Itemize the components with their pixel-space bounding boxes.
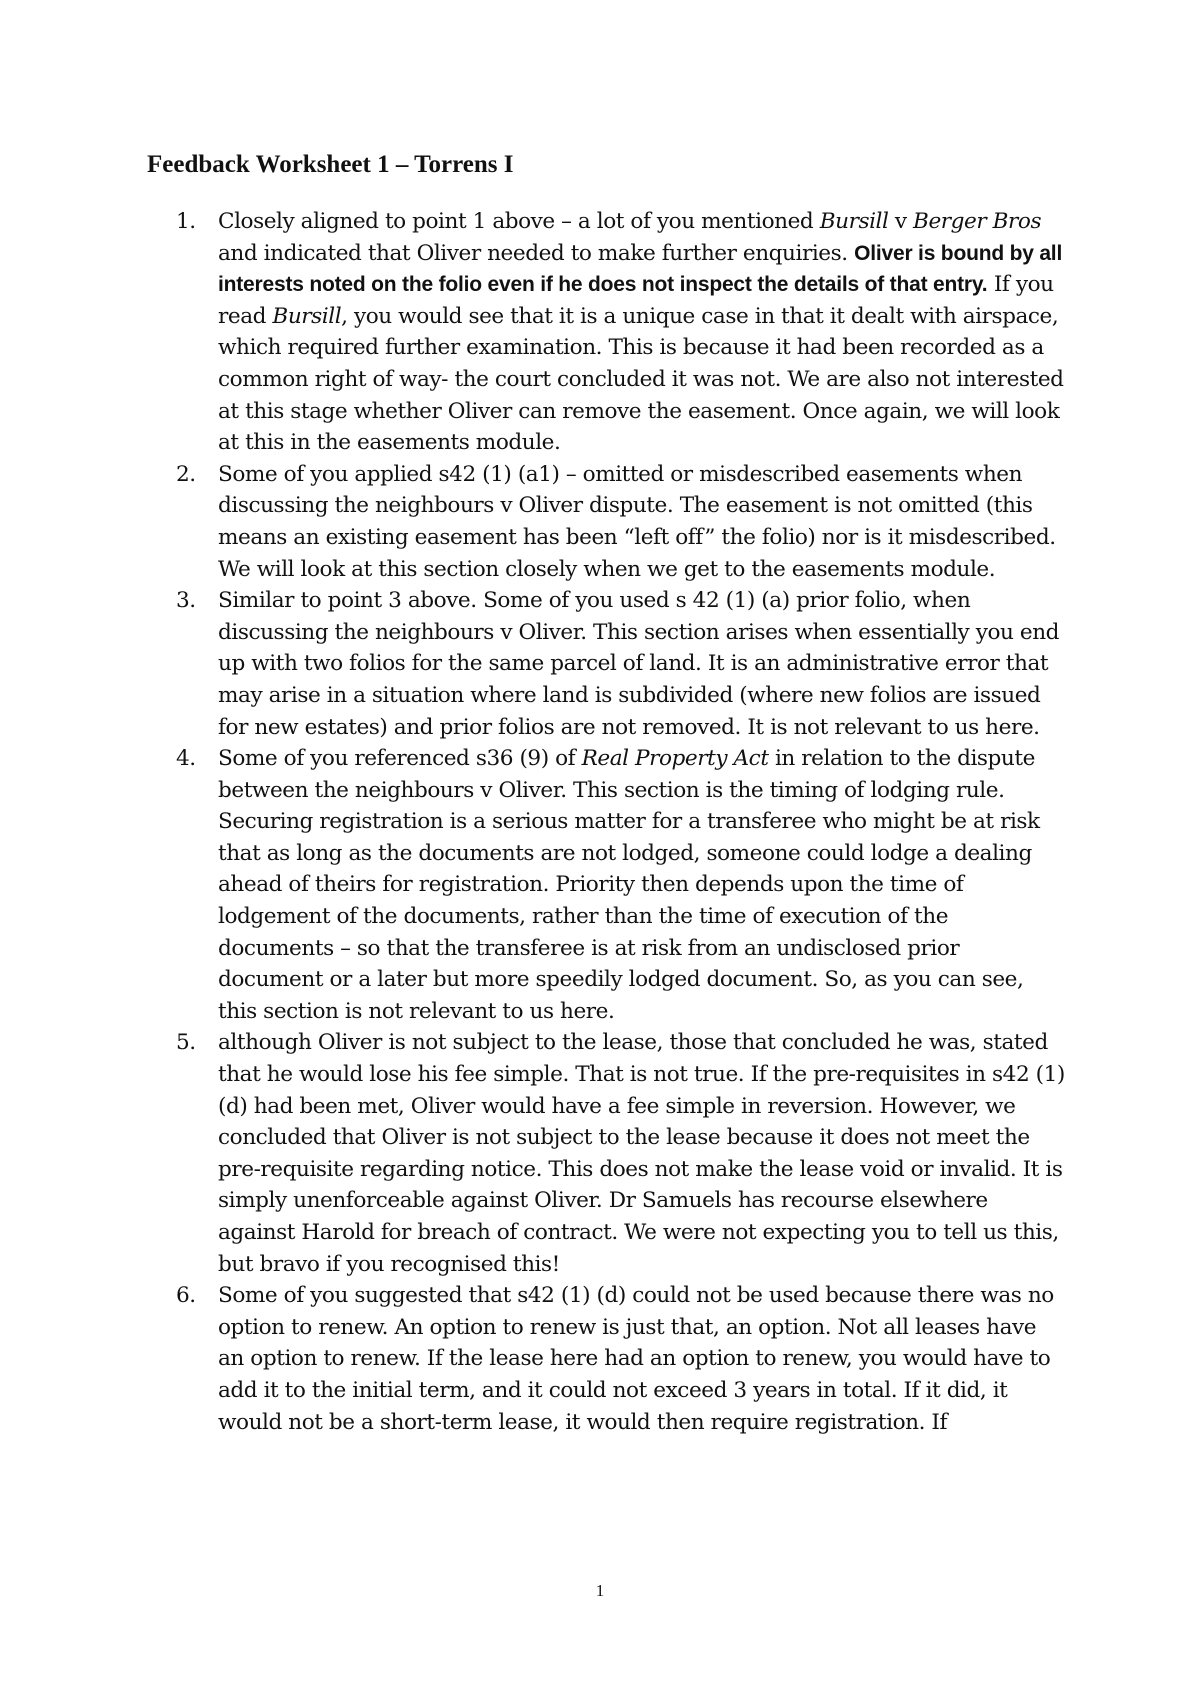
item-number: 1. bbox=[176, 209, 196, 234]
item-number: 6. bbox=[176, 1283, 196, 1309]
list-item bbox=[176, 206, 1066, 459]
item-text: Some of you suggested that s42 (1) (d) could not be used because there was no option to renew. An option to renew is just that, an option. Not all leases have an option to renew. If the lease here had an option to renew, you would have to add it to the initial term, and it could not exceed 3 years in total. If it did, it would not be a short-term lease, it would then require registration. If bbox=[218, 1283, 1054, 1435]
list-item bbox=[176, 743, 1066, 1027]
page-number: 1 bbox=[595, 1581, 605, 1600]
list-item bbox=[176, 585, 1066, 743]
list-item bbox=[176, 1280, 1066, 1438]
item-text: Similar to point 3 above. Some of you used s 42 (1) (a) prior folio, when discussing the neighbours v Oliver. This section arises when essentially you end up with two folios for the same parcel of land. It is an administrative error that may arise in a situation where land is subdivided (where new folios are issued for new estates) and prior folios are not removed. It is not relevant to us here. bbox=[218, 588, 1060, 740]
item-text: Closely aligned to point 1 above – a lot of you mentioned Bursill v Berger Bros and indicated that Oliver needed to make further enquiries. Oliver is bound by all interests noted on the folio even if he does not inspect the details of that entry. If you read Bursill, you would see that it is a unique case in that it dealt with airspace, which required further examination. This is because it had been recorded as a common right of way- the court concluded it was not. We are also not interested at this stage whether Oliver can remove the easement. Once again, we will look at this in the easements module. bbox=[218, 209, 1064, 456]
list-item bbox=[176, 459, 1066, 585]
document-title: Feedback Worksheet 1 – Torrens I bbox=[147, 151, 514, 178]
item-number: 4. bbox=[176, 746, 196, 772]
list-item bbox=[176, 1027, 1066, 1280]
item-text: although Oliver is not subject to the lease, those that concluded he was, stated that he would lose his fee simple. That is not true. If the pre-requisites in s42 (1) (d) had been met, Oliver would have a fee simple in reversion. However, we concluded that Oliver is not subject to the lease because it does not meet the pre-requisite regarding notice. This does not make the lease void or invalid. It is simply unenforceable against Oliver. Dr Samuels has recourse elsewhere against Harold for breach of contract. We were not expecting you to tell us this, but bravo if you recognised this! bbox=[218, 1030, 1065, 1277]
item-number: 5. bbox=[176, 1030, 196, 1056]
item-text: Some of you referenced s36 (9) of Real Property Act in relation to the dispute between the neighbours v Oliver. This section is the timing of lodging rule. Securing registration is a serious matter for a transferee who might be at risk that as long as the documents are not lodged, someone could lodge a dealing ahead of theirs for registration. Priority then depends upon the time of lodgement of the documents, rather than the time of execution of the documents – so that the transferee is at risk from an undisclosed prior document or a later but more speedily lodged document. So, as you can see, this section is not relevant to us here. bbox=[218, 746, 1040, 1024]
item-text: Some of you applied s42 (1) (a1) – omitted or misdescribed easements when discussing the neighbours v Oliver dispute. The easement is not omitted (this means an existing easement has been “left off” the folio) nor is it misdescribed. We will look at this section closely when we get to the easements module. bbox=[218, 461, 1056, 582]
item-number: 3. bbox=[176, 588, 196, 614]
feedback-list bbox=[176, 206, 1066, 1438]
item-number: 2. bbox=[176, 461, 196, 487]
